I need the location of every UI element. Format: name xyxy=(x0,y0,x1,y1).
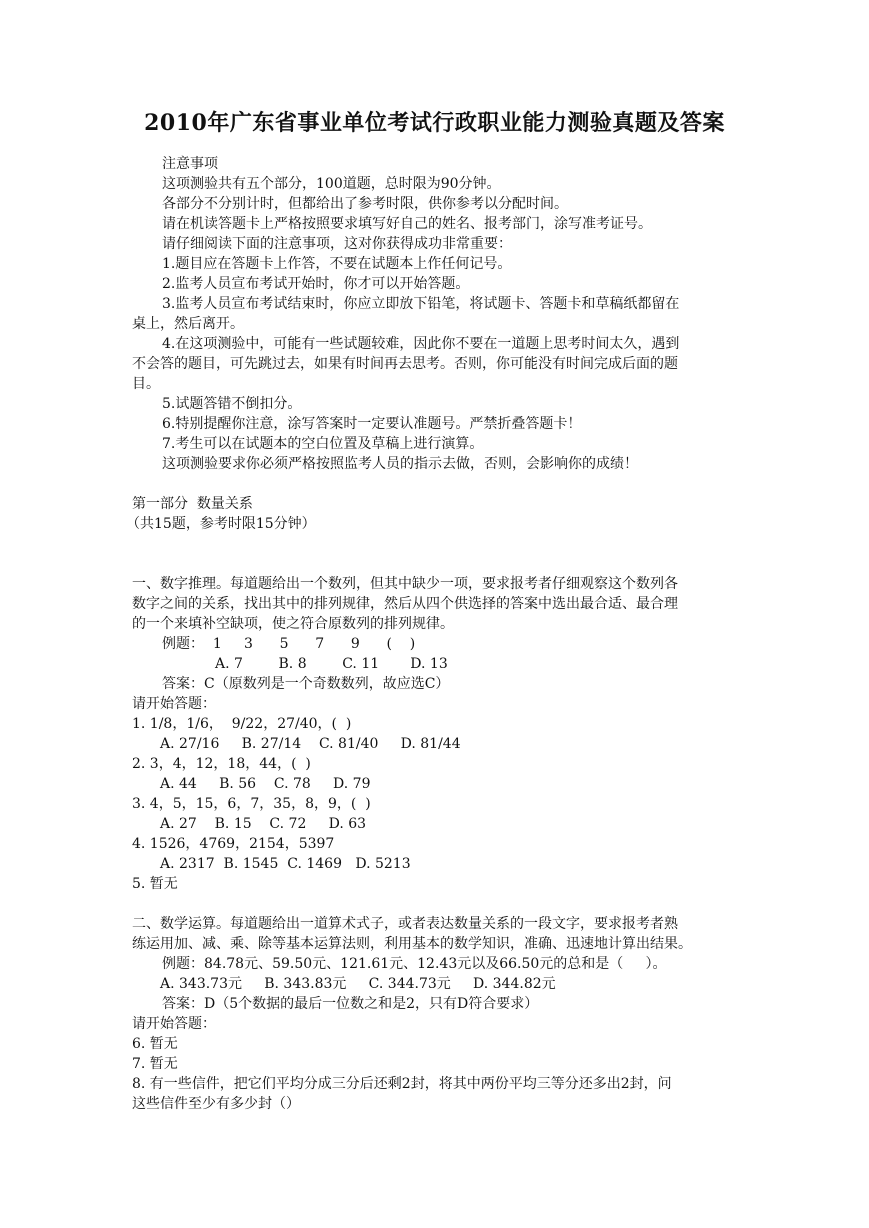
question-options: A. 44 B. 56 C. 78 D. 79 xyxy=(160,776,371,792)
question: 2. 3，4，12，18，44，( ) xyxy=(132,756,311,772)
notice-item: 3.监考人员宣布考试结束时，你应立即放下铅笔，将试题卡、答题卡和草稿纸都留在 xyxy=(162,296,680,312)
question-options: A. 27/16 B. 27/14 C. 81/40 D. 81/44 xyxy=(160,736,461,752)
notice-item: 5.试题答错不倒扣分。 xyxy=(162,396,302,412)
notice-item: 4.在这项测验中，可能有一些试题较难，因此你不要在一道题上思考时间太久，遇到 xyxy=(162,336,680,352)
part-heading: 第一部分 数量关系 xyxy=(132,496,253,512)
question: 4. 1526，4769，2154，5397 xyxy=(132,836,335,852)
question-cont: 这些信件至少有多少封（） xyxy=(132,1096,300,1112)
section-intro: 二、数学运算。每道题给出一道算术式子，或者表达数量关系的一段文字，要求报考者熟 xyxy=(132,916,678,932)
notice-item: 7.考生可以在试题本的空白位置及草稿上进行演算。 xyxy=(162,436,484,452)
section-intro: 的一个来填补空缺项，使之符合原数列的排列规律。 xyxy=(132,616,454,632)
question-options: A. 27 B. 15 C. 72 D. 63 xyxy=(160,816,367,832)
notice-item-cont: 桌上，然后离开。 xyxy=(132,316,244,332)
question: 6. 暂无 xyxy=(132,1036,178,1052)
notice-item: 6.特别提醒你注意，涂写答案时一定要认准题号。严禁折叠答题卡！ xyxy=(162,416,582,432)
question-options: A. 2317 B. 1545 C. 1469 D. 5213 xyxy=(160,856,411,872)
question: 1. 1/8，1/6， 9/22，27/40，( ) xyxy=(132,716,352,732)
notice-heading: 注意事项 xyxy=(162,156,218,172)
part-subheading: （共15题，参考时限15分钟） xyxy=(126,516,316,532)
example-answer: 答案：C（原数列是一个奇数数列，故应选C） xyxy=(162,676,450,692)
example-question: 例题： 1 3 5 7 9 ( ) xyxy=(162,636,416,652)
notice-line: 这项测验共有五个部分，100道题，总时限为90分钟。 xyxy=(162,176,501,192)
example-options: A. 343.73元 B. 343.83元 C. 344.73元 D. 344.82元 xyxy=(160,976,556,992)
notice-item-cont: 不会答的题目，可先跳过去，如果有时间再去思考。否则，你可能没有时间完成后面的题 xyxy=(132,356,678,372)
question: 3. 4，5，15，6，7，35，8，9，( ) xyxy=(132,796,371,812)
notice-item-cont: 目。 xyxy=(132,376,160,392)
notice-item: 2.监考人员宣布考试开始时，你才可以开始答题。 xyxy=(162,276,470,292)
notice-line: 各部分不分别计时，但都给出了参考时限，供你参考以分配时间。 xyxy=(162,196,568,212)
example-answer: 答案：D（5个数据的最后一位数之和是2，只有D符合要求） xyxy=(162,996,539,1012)
section-intro: 数字之间的关系，找出其中的排列规律，然后从四个供选择的答案中选出最合适、最合理 xyxy=(132,596,678,612)
example-options: A. 7 B. 8 C. 11 D. 13 xyxy=(215,656,448,672)
document-title: 2010年广东省事业单位考试行政职业能力测验真题及答案 xyxy=(144,110,725,136)
notice-item: 1.题目应在答题卡上作答，不要在试题本上作任何记号。 xyxy=(162,256,512,272)
start-prompt: 请开始答题： xyxy=(132,1016,216,1032)
section-intro: 一、数字推理。每道题给出一个数列，但其中缺少一项，要求报考者仔细观察这个数列各 xyxy=(132,576,678,592)
start-prompt: 请开始答题： xyxy=(132,696,216,712)
example-question: 例题：84.78元、59.50元、121.61元、12.43元以及66.50元的总和是（ ）。 xyxy=(162,956,667,972)
question: 5. 暂无 xyxy=(132,876,178,892)
notice-line: 请在机读答题卡上严格按照要求填写好自己的姓名、报考部门，涂写准考证号。 xyxy=(162,216,652,232)
question: 8. 有一些信件，把它们平均分成三分后还剩2封，将其中两份平均三等分还多出2封，问 xyxy=(132,1076,672,1092)
notice-line: 这项测验要求你必须严格按照监考人员的指示去做，否则，会影响你的成绩！ xyxy=(162,456,638,472)
notice-line: 请仔细阅读下面的注意事项，这对你获得成功非常重要： xyxy=(162,236,512,252)
question: 7. 暂无 xyxy=(132,1056,178,1072)
section-intro: 练运用加、减、乘、除等基本运算法则，利用基本的数学知识，准确、迅速地计算出结果。 xyxy=(132,936,692,952)
